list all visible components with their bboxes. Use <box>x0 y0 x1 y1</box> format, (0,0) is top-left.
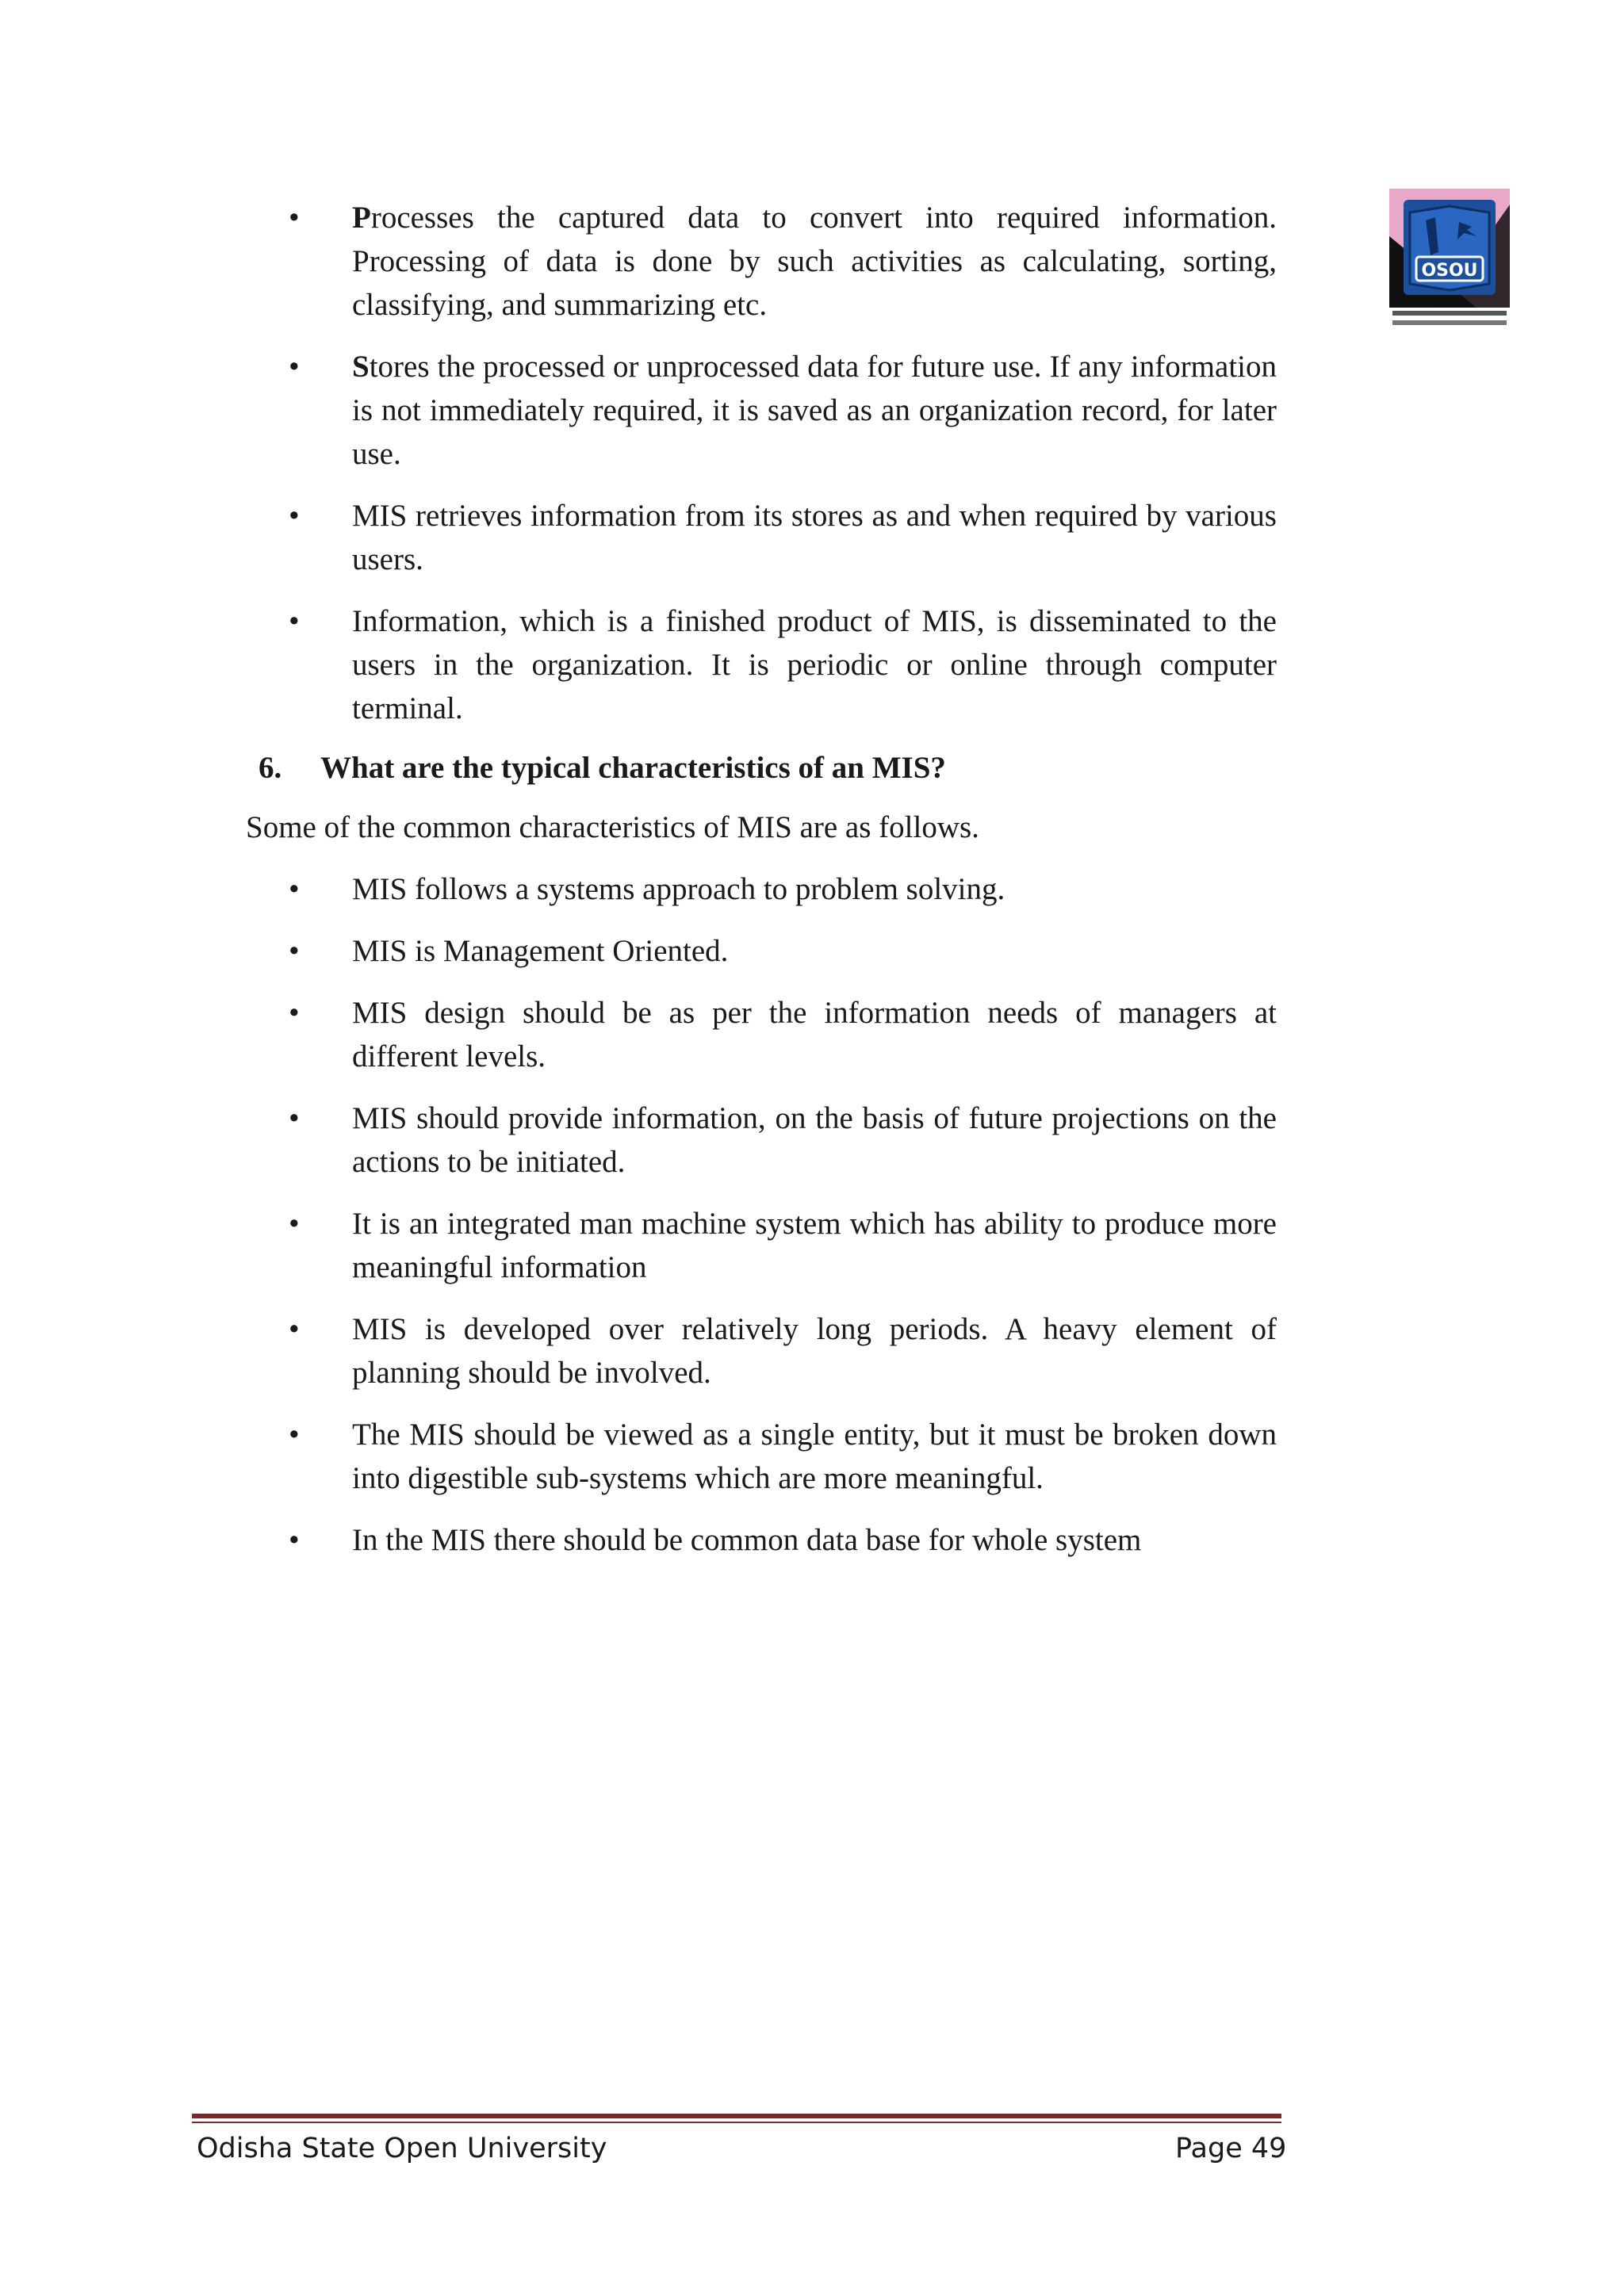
list-item <box>285 494 1277 581</box>
list-item-text: MIS is Management Oriented. <box>352 934 729 968</box>
footer-rule <box>192 2114 1281 2118</box>
bullet-dot: • <box>289 604 300 638</box>
bullet-dot: • <box>289 350 300 384</box>
logo-text: OSOU <box>1421 261 1478 281</box>
list-item <box>285 345 1277 476</box>
list-item-text: It is an integrated man machine system which has ability to produce more meaningful information <box>352 1207 1277 1284</box>
question-heading <box>259 746 946 790</box>
list-item <box>285 1518 1277 1562</box>
list-item-text: MIS retrieves information from its stores as and when required by various users. <box>352 499 1277 576</box>
footer-university: Odisha State Open University <box>197 2133 607 2164</box>
list-item-text: MIS follows a systems approach to problem solving. <box>352 872 1005 906</box>
list-item-text: Information, which is a finished product of MIS, is disseminated to the users in the organization. It is periodic or online through computer terminal. <box>352 604 1277 725</box>
list-item-text: The MIS should be viewed as a single entity, but it must be broken down into digestible sub-systems which are more meaningful. <box>352 1418 1277 1495</box>
bullet-dot: • <box>289 1312 300 1346</box>
question-number: 6. <box>259 751 282 785</box>
list-item <box>285 867 1277 911</box>
footer-rule-thin <box>192 2122 1281 2123</box>
list-item <box>285 1413 1277 1500</box>
bullet-dot: • <box>289 872 300 906</box>
bullet-dot: • <box>289 201 300 235</box>
lead-letter: S <box>352 350 370 384</box>
list-item-text: MIS design should be as per the information needs of managers at different levels. <box>352 996 1277 1073</box>
list-item <box>285 196 1277 327</box>
osou-logo <box>1389 189 1510 335</box>
bullet-dot: • <box>289 996 300 1030</box>
list-item-text: In the MIS there should be common data base for whole system <box>352 1523 1142 1557</box>
list-item-text: tores the processed or unprocessed data for future use. If any information is not immediately required, it is saved as an organization record, for later use. <box>352 350 1277 471</box>
bullet-dot: • <box>289 934 300 968</box>
list-item <box>285 1096 1277 1184</box>
list-item <box>285 1307 1277 1395</box>
intro-paragraph: Some of the common characteristics of MIS are as follows. <box>246 810 979 844</box>
question-text: What are the typical characteristics of an MIS? <box>320 751 946 785</box>
bullet-dot: • <box>289 1207 300 1241</box>
list-item <box>285 1202 1277 1289</box>
bullet-dot: • <box>289 1523 300 1557</box>
lead-letter: P <box>352 201 371 235</box>
list-item <box>285 991 1277 1078</box>
list-item-text: MIS is developed over relatively long periods. A heavy element of planning should be involved. <box>352 1312 1277 1390</box>
list-item <box>285 599 1277 730</box>
bullet-dot: • <box>289 499 300 533</box>
list-item-text: MIS should provide information, on the basis of future projections on the actions to be initiated. <box>352 1101 1277 1179</box>
list-item <box>285 929 1277 973</box>
footer-page-number: Page 49 <box>1175 2133 1287 2164</box>
list-item-text: rocesses the captured data to convert into required information. Processing of data is done by such activities as calculating, sorting, classifying, and summarizing etc. <box>352 201 1277 322</box>
bullet-dot: • <box>289 1101 300 1135</box>
bullet-dot: • <box>289 1418 300 1452</box>
